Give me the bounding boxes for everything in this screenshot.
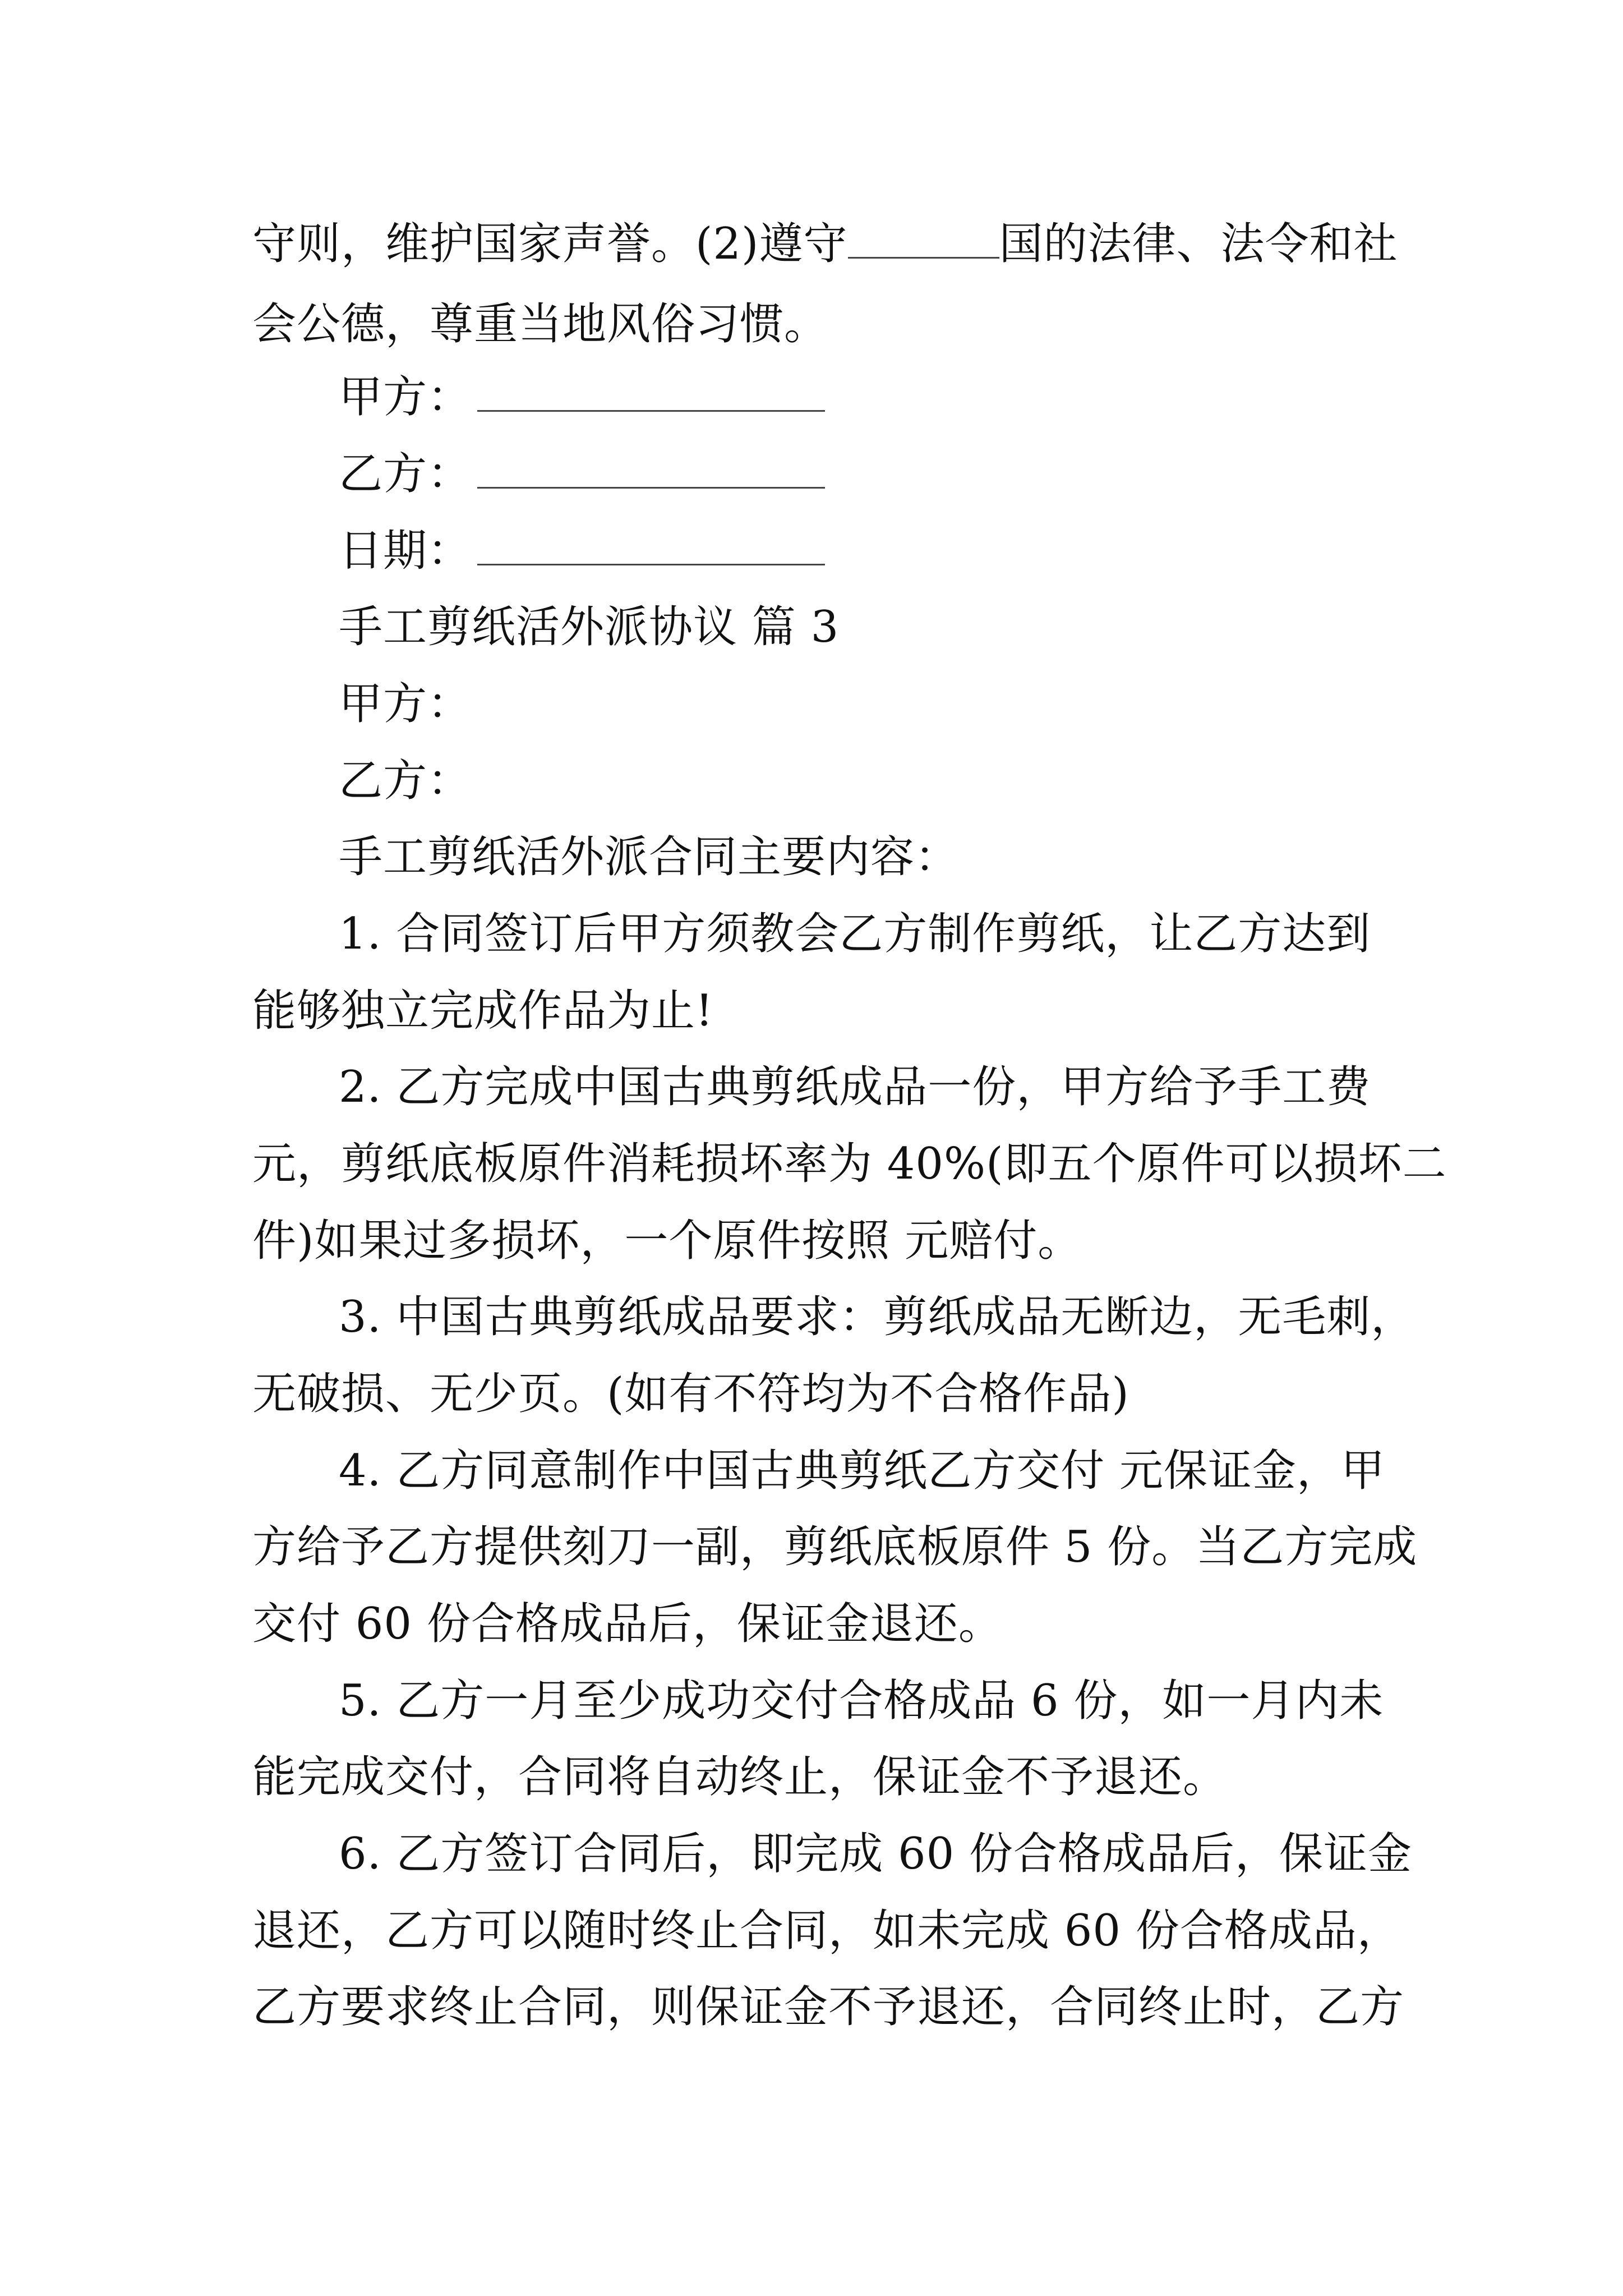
signature-blank [477,374,825,412]
clause-line: 6. 乙方签订合同后，即完成 60 份合格成品后，保证金 [339,1829,1413,1879]
party-b-label: 乙方： [339,756,472,806]
signature-line-party-a [339,369,825,425]
section-title: 手工剪纸活外派协议 篇 3 [339,602,840,652]
clause-line: 交付 60 份合格成品后，保证金退还。 [252,1599,1003,1649]
clause-line: 1. 合同签订后甲方须教会乙方制作剪纸，让乙方达到 [339,909,1371,959]
clause-line: 乙方要求终止合同，则保证金不予退还，合同终止时，乙方 [252,1982,1405,2032]
text-segment: 国的法律、法令和社 [999,219,1398,269]
text-segment: 守则，维护国家声誉。(2)遵守 [252,219,848,269]
signature-line-party-b [339,446,825,502]
clause-line: 4. 乙方同意制作中国古典剪纸乙方交付 元保证金，甲 [339,1446,1386,1496]
clause-line: 方给予乙方提供刻刀一副，剪纸底板原件 5 份。当乙方完成 [252,1522,1418,1572]
text-line: 会公德，尊重当地风俗习惯。 [252,299,829,349]
contract-intro: 手工剪纸活外派合同主要内容： [339,832,960,882]
clause-line: 能完成交付，合同将自动终止，保证金不予退还。 [252,1752,1228,1802]
clause-line: 元，剪纸底板原件消耗损坏率为 40%(即五个原件可以损坏二 [252,1139,1447,1189]
clause-line: 5. 乙方一月至少成功交付合格成品 6 份，如一月内未 [339,1676,1384,1726]
clause-line: 退还，乙方可以随时终止合同，如未完成 60 份合格成品， [252,1906,1401,1956]
clause-line: 能够独立完成作品为止! [252,986,714,1036]
signature-blank [477,451,825,489]
signature-blank [477,528,825,565]
clause-line: 2. 乙方完成中国古典剪纸成品一份，甲方给予手工费 [339,1062,1371,1112]
blank-underline [848,221,999,259]
signature-label: 乙方： [339,449,472,499]
clause-line: 无破损、无少页。(如有不符均为不合格作品) [252,1369,1129,1419]
signature-label: 甲方： [339,372,472,422]
text-line [252,216,1398,272]
party-a-label: 甲方： [339,679,472,729]
clause-line: 3. 中国古典剪纸成品要求：剪纸成品无断边，无毛刺， [339,1292,1415,1342]
clause-line: 件)如果过多损坏，一个原件按照 元赔付。 [252,1216,1082,1266]
signature-label: 日期： [339,526,472,576]
signature-line-date [339,523,825,579]
